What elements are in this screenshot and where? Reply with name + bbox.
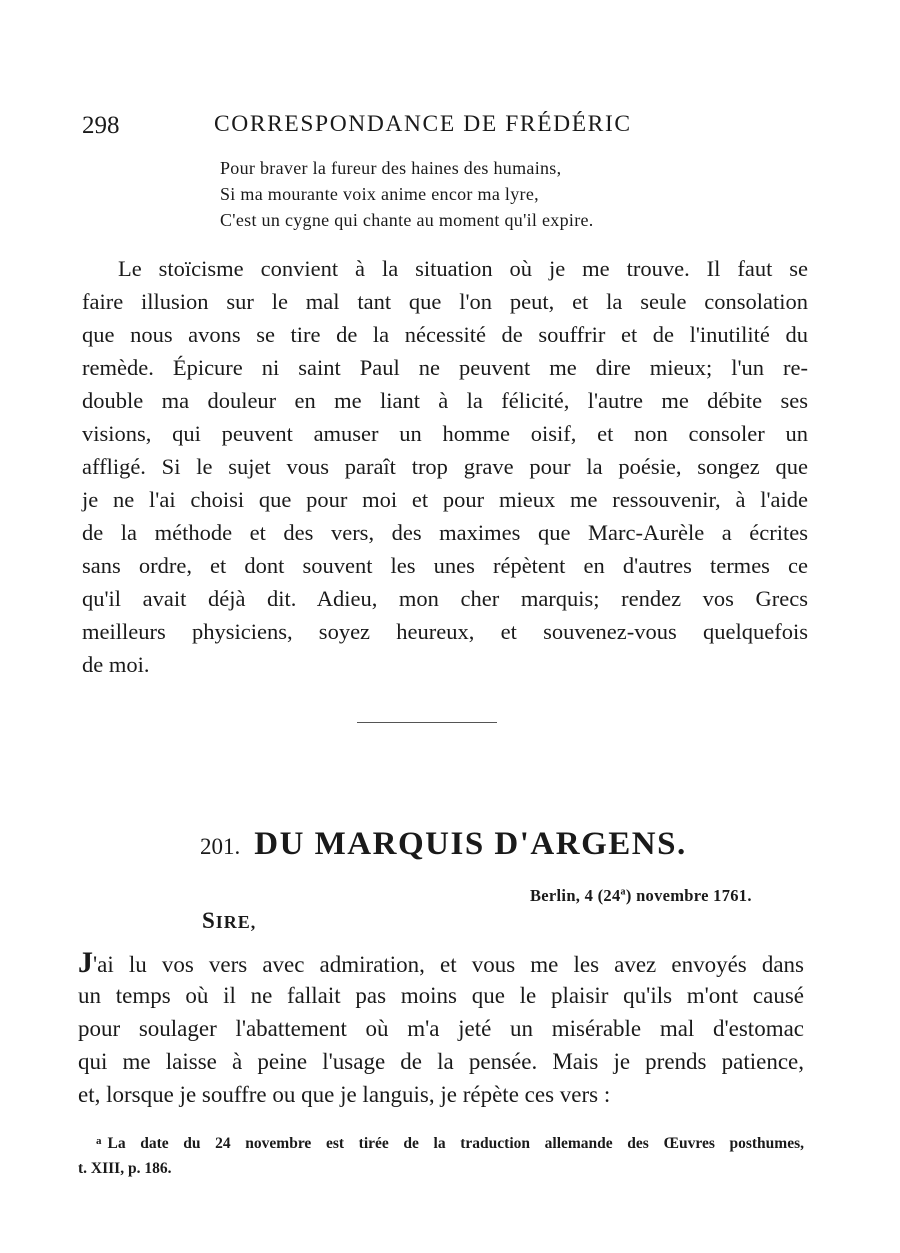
salutation-rest: IRE,: [215, 912, 257, 932]
letter-line: qui me laisse à peine l'usage de la pensée. Mais je prends patience,: [78, 1049, 804, 1074]
prose-line: je ne l'ai choisi que pour moi et pour mieux me ressouvenir, à l'aide: [82, 487, 808, 512]
salutation-initial: S: [202, 908, 216, 933]
letter-line: un temps où il ne fallait pas moins que le plaisir qu'ils m'ont causé: [78, 983, 804, 1008]
letter-body: [78, 946, 804, 1111]
verse-line: Si ma mourante voix anime encor ma lyre,: [220, 184, 539, 204]
verse-block: [220, 155, 594, 233]
letter-title: DU MARQUIS D'ARGENS.: [254, 826, 687, 862]
prose-line: affligé. Si le sujet vous paraît trop grave pour la poésie, songez que: [82, 454, 808, 479]
footnote-line: [78, 1128, 804, 1155]
letter-line: pour soulager l'abattement où m'a jeté un misérable mal d'estomac: [78, 1016, 804, 1041]
letter-line: et, lorsque je souffre ou que je languis, je répète ces vers :: [78, 1082, 611, 1107]
footnote-text: La date du 24 novembre est tirée de la traduction allemande des Œuvres posthumes,: [107, 1135, 804, 1152]
prose-line: meilleurs physiciens, soyez heureux, et souvenez-vous quelquefois: [82, 619, 808, 644]
section-divider: [357, 722, 497, 723]
running-title: CORRESPONDANCE DE FRÉDÉRIC: [214, 111, 632, 137]
verse-line: Pour braver la fureur des haines des humains,: [220, 158, 562, 178]
prose-line: de la méthode et des vers, des maximes que Marc-Aurèle a écrites: [82, 520, 808, 545]
drop-cap: J: [78, 946, 93, 979]
prose-line: double ma douleur en me liant à la félicité, l'autre me débite ses: [82, 388, 808, 413]
prose-line: qu'il avait déjà dit. Adieu, mon cher marquis; rendez vos Grecs: [82, 586, 808, 611]
letter-heading: [200, 826, 687, 863]
dateline-place-day: Berlin, 4 (24: [530, 886, 621, 905]
prose-paragraph: [82, 252, 808, 681]
letter-line-text: 'ai lu vos vers avec admiration, et vous me les avez envoyés dans: [93, 952, 804, 977]
prose-line: Le stoïcisme convient à la situation où je me trouve. Il faut se: [118, 256, 808, 281]
dateline-footnote-mark: a: [620, 886, 626, 898]
footnote: [78, 1128, 804, 1182]
verse-line: C'est un cygne qui chante au moment qu'il expire.: [220, 210, 594, 230]
dateline-month-year: ) novembre 1761.: [625, 886, 752, 905]
prose-line: remède. Épicure ni saint Paul ne peuvent me dire mieux; l'un re-: [82, 355, 808, 380]
letter-line: [78, 946, 804, 979]
prose-line: que nous avons se tire de la nécessité de souffrir et de l'inutilité du: [82, 322, 808, 347]
footnote-mark: a: [96, 1135, 102, 1147]
letter-number: 201.: [200, 834, 241, 859]
prose-line: faire illusion sur le mal tant que l'on peut, et la seule consolation: [82, 289, 808, 314]
prose-line: de moi.: [82, 652, 150, 677]
footnote-line: t. XIII, p. 186.: [78, 1160, 172, 1177]
prose-line: sans ordre, et dont souvent les unes répètent en d'autres termes ce: [82, 553, 808, 578]
salutation: [202, 908, 256, 934]
page-number: 298: [82, 112, 120, 139]
dateline: [530, 886, 752, 906]
prose-line: visions, qui peuvent amuser un homme oisif, et non consoler un: [82, 421, 808, 446]
